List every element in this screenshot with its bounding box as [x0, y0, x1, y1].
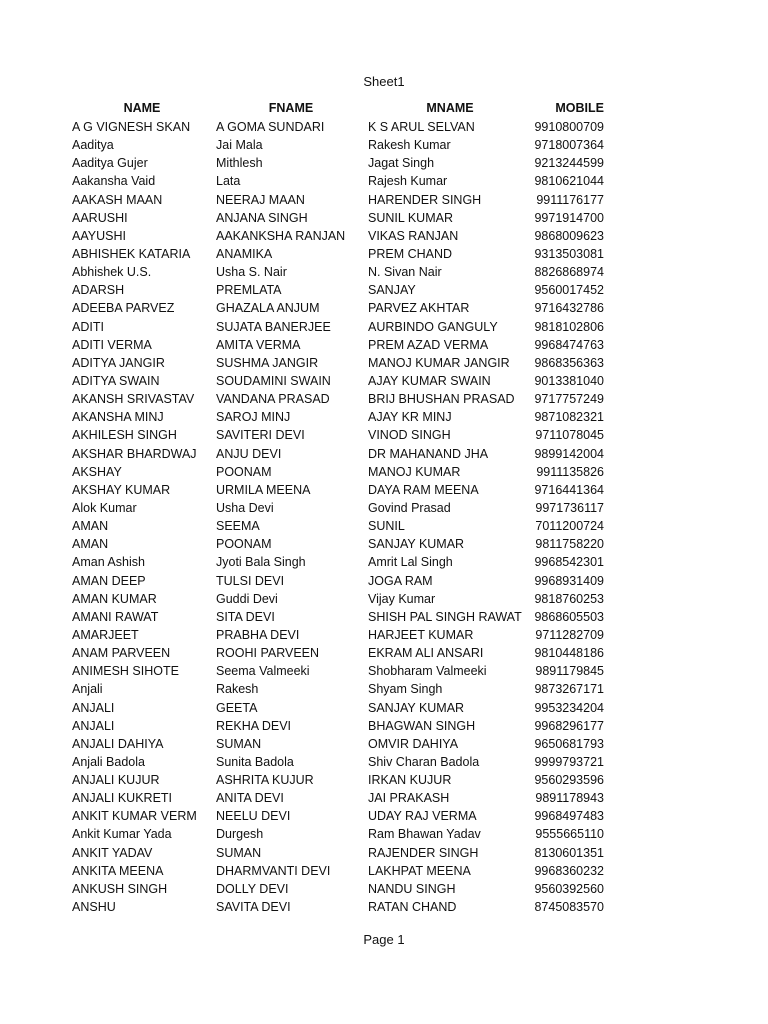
table-row: [0, 553, 768, 571]
table-row: [0, 753, 768, 771]
table-header: [0, 99, 768, 117]
table-row: [0, 390, 768, 408]
table-row: [0, 318, 768, 336]
cell-fname: Jyoti Bala Singh: [216, 555, 306, 570]
cell-name: ADITI: [72, 319, 104, 334]
cell-name: AAYUSHI: [72, 228, 126, 243]
cell-fname: AMITA VERMA: [216, 337, 301, 352]
cell-mname: Rajesh Kumar: [368, 174, 448, 189]
cell-mobile: 9910800709: [534, 120, 604, 134]
table-row: [0, 299, 768, 317]
cell-fname: ANITA DEVI: [216, 791, 284, 806]
cell-mobile: 9818102806: [534, 319, 604, 334]
table-row: [0, 807, 768, 825]
cell-fname: URMILA MEENA: [216, 482, 311, 497]
cell-mname: DAYA RAM MEENA: [368, 482, 479, 497]
cell-fname: NEELU DEVI: [216, 809, 291, 824]
cell-mobile: 9718007364: [534, 138, 604, 153]
cell-fname: SITA DEVI: [216, 609, 275, 624]
cell-fname: Durgesh: [216, 827, 264, 842]
table-row: [0, 862, 768, 880]
cell-mobile: 9899142004: [534, 446, 604, 461]
table-row: [0, 445, 768, 463]
cell-mobile: 9868356363: [534, 355, 604, 370]
cell-mobile: 9891178943: [535, 791, 604, 806]
table-row: [0, 735, 768, 753]
cell-mobile: 9560293596: [534, 773, 604, 788]
table-row: [0, 191, 768, 209]
cell-name: ANAM PARVEEN: [72, 646, 171, 661]
cell-name: Anjali Badola: [72, 754, 145, 769]
cell-fname: ASHRITA KUJUR: [216, 773, 314, 788]
cell-mobile: 8130601351: [534, 845, 604, 860]
cell-mobile: 9711282709: [535, 627, 604, 642]
table-row: [0, 880, 768, 898]
cell-fname: ROOHI PARVEEN: [216, 646, 320, 661]
table-row: [0, 481, 768, 499]
cell-mobile: 7011200724: [535, 519, 604, 534]
cell-name: Aman Ashish: [72, 555, 145, 570]
cell-mobile: 9717757249: [534, 392, 604, 407]
cell-fname: ANAMIKA: [216, 246, 273, 261]
cell-name: ANKUSH SINGH: [72, 881, 168, 896]
cell-fname: Seema Valmeeki: [216, 664, 310, 679]
cell-mname: Govind Prasad: [368, 500, 451, 515]
column-header-mobile: MOBILE: [555, 101, 604, 115]
cell-name: Aaditya Gujer: [72, 156, 148, 171]
table-row: [0, 590, 768, 608]
cell-mname: SANJAY KUMAR: [368, 700, 465, 715]
cell-mname: N. Sivan Nair: [368, 265, 442, 280]
cell-name: A G VIGNESH SKAN: [72, 120, 191, 134]
cell-mobile: 9911176177: [536, 192, 604, 207]
cell-mobile: 9013381040: [534, 373, 604, 388]
cell-fname: PRABHA DEVI: [216, 627, 300, 642]
table-row: [0, 535, 768, 553]
table-row: [0, 154, 768, 172]
cell-mname: JOGA RAM: [368, 573, 433, 588]
cell-mname: Shobharam Valmeeki: [368, 664, 487, 679]
cell-fname: SEEMA: [216, 519, 260, 534]
cell-name: Aaditya: [72, 138, 114, 153]
table-row: [0, 136, 768, 154]
cell-fname: GHAZALA ANJUM: [216, 301, 320, 316]
table-body: [0, 118, 768, 916]
cell-name: Alok Kumar: [72, 500, 137, 515]
cell-name: ANJALI KUKRETI: [72, 791, 173, 806]
cell-mname: BHAGWAN SINGH: [368, 718, 476, 733]
cell-mobile: 9868009623: [534, 228, 604, 243]
cell-mobile: 9810448186: [534, 646, 604, 661]
cell-fname: ANJANA SINGH: [216, 210, 308, 225]
table-row: [0, 771, 768, 789]
cell-mname: NANDU SINGH: [368, 881, 456, 896]
cell-name: ANJALI DAHIYA: [72, 736, 164, 751]
cell-name: ANJALI: [72, 718, 115, 733]
cell-fname: GEETA: [216, 700, 258, 715]
cell-fname: Lata: [216, 174, 241, 189]
cell-mname: LAKHPAT MEENA: [368, 863, 471, 878]
cell-fname: SAROJ MINJ: [216, 410, 291, 425]
cell-name: ABHISHEK KATARIA: [72, 246, 191, 261]
cell-mname: EKRAM ALI ANSARI: [368, 646, 484, 661]
table-row: [0, 844, 768, 862]
cell-mobile: 9560017452: [534, 283, 604, 298]
cell-name: AMAN KUMAR: [72, 591, 157, 606]
cell-name: ADITI VERMA: [72, 337, 152, 352]
cell-fname: DOLLY DEVI: [216, 881, 289, 896]
cell-mname: Rakesh Kumar: [368, 138, 451, 153]
cell-fname: SAVITERI DEVI: [216, 428, 305, 443]
cell-mname: Ram Bhawan Yadav: [368, 827, 481, 842]
table-row: [0, 245, 768, 263]
table-row: [0, 789, 768, 807]
cell-mobile: 9873267171: [534, 682, 604, 697]
cell-name: ADEEBA PARVEZ: [72, 301, 175, 316]
cell-mobile: 9716432786: [534, 301, 604, 316]
cell-mname: Vijay Kumar: [368, 591, 436, 606]
cell-mname: Amrit Lal Singh: [368, 555, 453, 570]
cell-mname: IRKAN KUJUR: [368, 773, 452, 788]
table-row: [0, 227, 768, 245]
cell-mobile: 9818760253: [534, 591, 604, 606]
cell-mobile: 9911135826: [536, 464, 604, 479]
table-row: [0, 499, 768, 517]
cell-name: Abhishek U.S.: [72, 265, 152, 280]
cell-mobile: 9650681793: [534, 736, 604, 751]
cell-name: ANKITA MEENA: [72, 863, 164, 878]
cell-mname: DR MAHANAND JHA: [368, 446, 489, 461]
cell-name: ANJALI: [72, 700, 115, 715]
cell-fname: SUJATA BANERJEE: [216, 319, 331, 334]
table-row: [0, 263, 768, 281]
cell-mname: SUNIL: [368, 519, 405, 534]
cell-fname: DHARMVANTI DEVI: [216, 863, 331, 878]
cell-mobile: 9968931409: [534, 573, 604, 588]
cell-fname: SAVITA DEVI: [216, 900, 291, 915]
cell-mobile: 9891179845: [535, 664, 604, 679]
cell-mname: AJAY KR MINJ: [368, 410, 452, 425]
cell-fname: REKHA DEVI: [216, 718, 292, 733]
cell-name: ANKIT KUMAR VERM: [72, 809, 197, 824]
cell-mname: OMVIR DAHIYA: [368, 736, 459, 751]
cell-name: ANJALI KUJUR: [72, 773, 160, 788]
cell-mname: SUNIL KUMAR: [368, 210, 453, 225]
table-row: [0, 699, 768, 717]
cell-mobile: 9968474763: [534, 337, 604, 352]
cell-name: AKSHAR BHARDWAJ: [72, 446, 197, 461]
cell-fname: A GOMA SUNDARI: [216, 120, 325, 134]
cell-fname: ANJU DEVI: [216, 446, 282, 461]
cell-mname: Shiv Charan Badola: [368, 754, 480, 769]
table-row: [0, 172, 768, 190]
cell-name: ADARSH: [72, 283, 125, 298]
cell-mname: VINOD SINGH: [368, 428, 451, 443]
column-header-name: NAME: [123, 101, 161, 115]
cell-fname: Mithlesh: [216, 156, 263, 171]
cell-fname: POONAM: [216, 464, 272, 479]
cell-fname: Guddi Devi: [216, 591, 278, 606]
cell-mname: HARJEET KUMAR: [368, 627, 474, 642]
cell-name: AMANI RAWAT: [72, 609, 159, 624]
cell-name: AKANSHA MINJ: [72, 410, 164, 425]
cell-name: Ankit Kumar Yada: [72, 827, 172, 842]
cell-mobile: 9810621044: [534, 174, 604, 189]
table-row: [0, 118, 768, 136]
table-row: [0, 680, 768, 698]
cell-name: AKSHAY KUMAR: [72, 482, 171, 497]
cell-mobile: 9868605503: [534, 609, 604, 624]
cell-mobile: 9968542301: [534, 555, 604, 570]
cell-mname: SANJAY: [368, 283, 416, 298]
cell-mname: BRIJ BHUSHAN PRASAD: [368, 392, 515, 407]
cell-name: AARUSHI: [72, 210, 128, 225]
table-row: [0, 336, 768, 354]
table-row: [0, 825, 768, 843]
table-row: [0, 209, 768, 227]
cell-mname: HARENDER SINGH: [368, 192, 482, 207]
cell-mname: PARVEZ AKHTAR: [368, 301, 470, 316]
table-row: [0, 626, 768, 644]
cell-fname: Sunita Badola: [216, 754, 294, 769]
cell-fname: NEERAJ MAAN: [216, 192, 305, 207]
cell-mobile: 9968360232: [534, 863, 604, 878]
cell-mobile: 9953234204: [534, 700, 604, 715]
cell-name: AAKASH MAAN: [72, 192, 163, 207]
cell-mobile: 9871082321: [534, 410, 604, 425]
cell-fname: SUMAN: [216, 736, 262, 751]
cell-name: ANSHU: [72, 900, 116, 915]
cell-mname: SHISH PAL SINGH RAWAT: [368, 609, 522, 624]
cell-mobile: 9313503081: [534, 246, 604, 261]
table-row: [0, 717, 768, 735]
cell-mname: PREM AZAD VERMA: [368, 337, 489, 352]
table-row: [0, 644, 768, 662]
cell-fname: Jai Mala: [216, 138, 263, 153]
cell-name: AMAN DEEP: [72, 573, 146, 588]
cell-mname: JAI PRAKASH: [368, 791, 450, 806]
cell-name: ADITYA SWAIN: [72, 373, 160, 388]
table-row: [0, 662, 768, 680]
sheet-title: Sheet1: [363, 74, 405, 89]
column-header-fname: FNAME: [268, 101, 314, 115]
cell-mobile: 9555665110: [535, 827, 604, 842]
cell-mname: RAJENDER SINGH: [368, 845, 479, 860]
cell-mname: VIKAS RANJAN: [368, 228, 459, 243]
cell-name: AKSHAY: [72, 464, 122, 479]
cell-fname: SUSHMA JANGIR: [216, 355, 319, 370]
cell-mname: MANOJ KUMAR: [368, 464, 461, 479]
cell-mname: RATAN CHAND: [368, 900, 457, 915]
cell-mname: UDAY RAJ VERMA: [368, 809, 477, 824]
cell-mname: AJAY KUMAR SWAIN: [368, 373, 491, 388]
cell-mname: AURBINDO GANGULY: [368, 319, 498, 334]
cell-mobile: 9999793721: [534, 754, 604, 769]
page-number: Page 1: [363, 932, 405, 947]
cell-mobile: 9968497483: [534, 809, 604, 824]
table-row: [0, 463, 768, 481]
cell-mname: SANJAY KUMAR: [368, 537, 465, 552]
cell-name: Anjali: [72, 682, 103, 697]
cell-mname: Jagat Singh: [368, 156, 435, 171]
cell-mname: PREM CHAND: [368, 246, 453, 261]
cell-mobile: 9560392560: [534, 881, 604, 896]
cell-fname: POONAM: [216, 537, 272, 552]
cell-name: AMAN: [72, 519, 109, 534]
cell-name: ANIMESH SIHOTE: [72, 664, 179, 679]
cell-mname: Shyam Singh: [368, 682, 443, 697]
cell-fname: Usha Devi: [216, 500, 274, 515]
cell-name: Aakansha Vaid: [72, 174, 156, 189]
cell-mname: K S ARUL SELVAN: [368, 120, 475, 134]
cell-fname: Rakesh: [216, 682, 259, 697]
cell-mobile: 9811758220: [535, 537, 604, 552]
table-row: [0, 898, 768, 916]
cell-name: AMAN: [72, 537, 109, 552]
table-row: [0, 426, 768, 444]
table-row: [0, 281, 768, 299]
cell-mobile: 9711078045: [535, 428, 604, 443]
column-header-mname: MNAME: [426, 101, 474, 115]
cell-mobile: 9971914700: [534, 210, 604, 225]
cell-mobile: 8745083570: [534, 900, 604, 915]
cell-name: ANKIT YADAV: [72, 845, 153, 860]
table-row: [0, 354, 768, 372]
table-row: [0, 517, 768, 535]
cell-name: AMARJEET: [72, 627, 139, 642]
cell-fname: AAKANKSHA RANJAN: [216, 228, 346, 243]
cell-mobile: 9716441364: [534, 482, 604, 497]
cell-name: ADITYA JANGIR: [72, 355, 165, 370]
table-row: [0, 408, 768, 426]
table-row: [0, 372, 768, 390]
cell-mobile: 9971736117: [535, 500, 604, 515]
cell-name: AKHILESH SINGH: [72, 428, 177, 443]
table-row: [0, 608, 768, 626]
cell-name: AKANSH SRIVASTAV: [72, 392, 195, 407]
cell-fname: Usha S. Nair: [216, 265, 287, 280]
cell-fname: TULSI DEVI: [216, 573, 285, 588]
cell-mobile: 8826868974: [534, 265, 604, 280]
table-row: [0, 572, 768, 590]
cell-fname: VANDANA PRASAD: [216, 392, 330, 407]
cell-mobile: 9968296177: [534, 718, 604, 733]
cell-fname: SOUDAMINI SWAIN: [216, 373, 331, 388]
cell-fname: SUMAN: [216, 845, 262, 860]
cell-fname: PREMLATA: [216, 283, 282, 298]
cell-mname: MANOJ KUMAR JANGIR: [368, 355, 510, 370]
cell-mobile: 9213244599: [534, 156, 604, 171]
